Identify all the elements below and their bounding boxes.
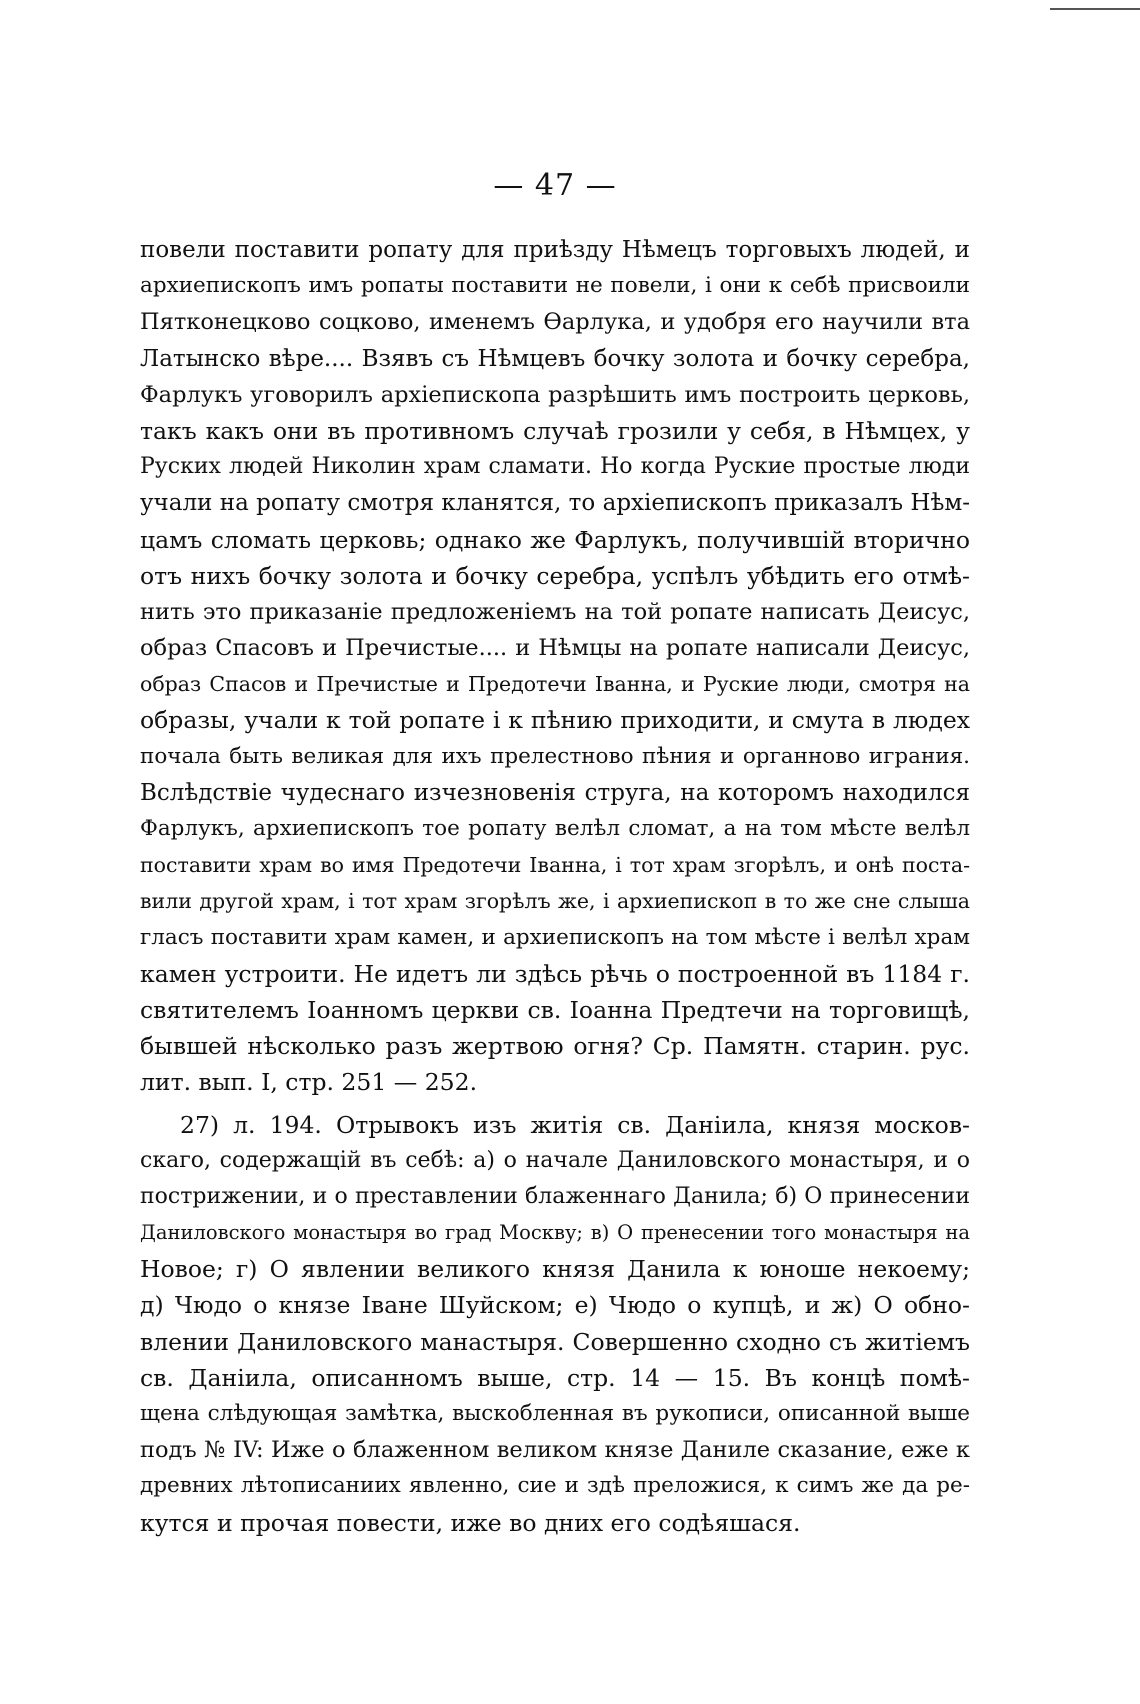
text-line: Фарлукъ, архиепископъ тое ропату велѣл сломат, а на том мѣсте велѣл (140, 816, 970, 841)
text-line: повели поставити ропату для приѣзду Нѣмецъ торговыхъ людей, и (140, 237, 970, 263)
text-line: поставити храм во имя Предотечи Іванна, і тот храм згорѣлъ, и онѣ поста- (140, 853, 970, 878)
page-number: — 47 — (493, 168, 617, 203)
text-line: св. Даніила, описанномъ выше, стр. 14 — 15. Въ концѣ помѣ- (140, 1363, 970, 1392)
text-line-paragraph-end: кутся и прочая повести, иже во дних его содѣяшася. (140, 1508, 801, 1537)
text-line: древних лѣтописаниих явленно, сие и здѣ преложися, к симъ же да ре- (140, 1473, 970, 1499)
text-line: Фарлукъ уговорилъ архіепископа разрѣшить имъ построить церковь, (140, 381, 970, 408)
body-text (140, 232, 970, 1541)
text-line: образы, учали к той ропате і к пѣнию приходити, и смута в людех (140, 706, 970, 735)
corner-scan-mark (1050, 8, 1140, 10)
text-line: святителемъ Іоанномъ церкви св. Іоанна Предтечи на торговищѣ, (140, 995, 970, 1024)
text-line: Руских людей Николин храм сламати. Но когда Руские простые люди (140, 454, 970, 480)
text-line: вили другой храм, і тот храм згорѣлъ же, і архиепископ в то же сне слыша (140, 889, 970, 914)
text-line-entry-27: 27) л. 194. Отрывокъ изъ житія св. Даніила, князя москов- (180, 1110, 970, 1139)
text-line: образ Спасовъ и Пречистые.... и Нѣмцы на ропате написали Деисус, (140, 635, 970, 662)
text-line: нить это приказаніе предложеніемъ на той ропате написать Деисус, (140, 598, 970, 625)
text-line: пострижении, и о преставлении блаженнаго Данила; б) О принесении (140, 1183, 970, 1209)
text-line: влении Даниловского манастыря. Совершенно сходно съ житіемъ (140, 1327, 970, 1356)
text-line: Латынско вѣре.... Взявъ съ Нѣмцевъ бочку золота и бочку серебра, (140, 345, 970, 372)
text-line: Даниловского монастыря во град Москву; в) О пренесении того монастыря на (140, 1221, 970, 1245)
text-line: Вслѣдствіе чудеснаго изчезновенія струга, на которомъ находился (140, 779, 970, 806)
text-line: такъ какъ они въ противномъ случаѣ грозили у себя, в Нѣмцех, у (140, 416, 970, 445)
text-line: бывшей нѣсколько разъ жертвою огня? Ср. Памятн. старин. рус. (140, 1032, 970, 1061)
text-line: гласъ поставити храм камен, и архиепископъ на том мѣсте і велѣл храм (140, 924, 970, 950)
text-line: подъ № IV: Иже о блаженном великом князе Даниле сказание, еже к (140, 1437, 970, 1464)
text-line-paragraph-end: лит. вып. I, стр. 251 — 252. (140, 1068, 478, 1097)
text-line: архиепископъ имъ ропаты поставити не повели, і они к себѣ присвоили (140, 273, 970, 299)
text-line: Новое; г) О явлении великого князя Данила к юноше некоему; (140, 1255, 970, 1284)
text-line: отъ нихъ бочку золота и бочку серебра, успѣлъ убѣдить его отмѣ- (140, 561, 970, 590)
text-line: почала быть великая для ихъ прелестново пѣния и органново игрaния. (140, 743, 970, 769)
text-line: учали на ропату смотря кланятся, то архіепископъ приказалъ Нѣм- (140, 490, 970, 517)
text-line: камен устроити. Не идетъ ли здѣсь рѣчь о построенной въ 1184 г. (140, 959, 970, 988)
text-line: скаго, содержащій въ себѣ: а) о начале Даниловского монастыря, и о (140, 1147, 970, 1173)
text-line: д) Чюдо о князе Іване Шуйском; е) Чюдо о купцѣ, и ж) О обно- (140, 1291, 970, 1320)
text-line: щена слѣдующая замѣтка, выскобленная въ рукописи, описанной выше (140, 1401, 970, 1426)
text-line: цамъ сломать церковь; однако же Фарлукъ, получившій вторично (140, 525, 970, 554)
text-line: образ Спасов и Пречистые и Предотечи Іванна, и Руские люди, смотря на (140, 672, 970, 697)
text-line: Пятконецково соцково, именемъ Ѳарлука, и удобря его научили вта (140, 309, 970, 336)
